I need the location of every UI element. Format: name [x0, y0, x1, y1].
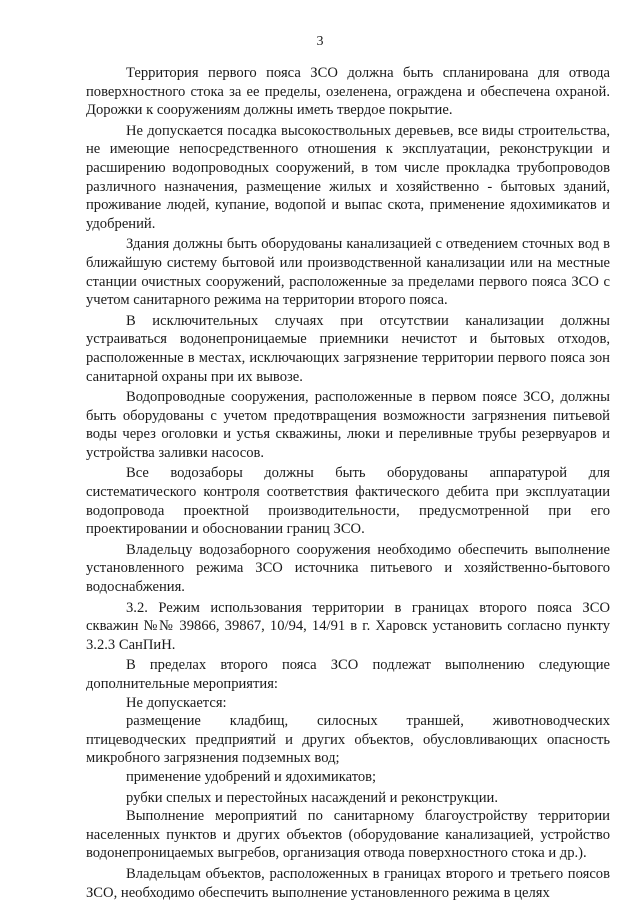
list-item-logging: рубки спелых и перестойных насаждений и реконструкции. — [126, 789, 498, 806]
paragraph-not-allowed: Не допускается: — [126, 694, 227, 711]
list-item-cemeteries: размещение кладбищ, силосных траншей, животноводческих птицеводческих предприятий и других объектов, обусловливающих опасность микробного загрязнения подземных вод; — [86, 713, 610, 767]
paragraph-section-3-2: 3.2. Режим использования территории в границах второго пояса ЗСО скважин №№ 39866, 39867, 10/94, 14/91 в г. Харовск установить согласно пункту 3.2.3 СанПиН. — [86, 599, 610, 653]
document-body — [86, 64, 610, 902]
paragraph-zone1-prohibitions: Не допускается посадка высокоствольных деревьев, все виды строительства, не имеющие непосредственного отношения к эксплуатации, реконструкции и расширению водопроводных сооружений, в том числе прокладка трубопроводов различного назначения, размещение жилых и хозяйственно - бытовых зданий, проживание людей, купание, водопой и выпас скота, применение ядохимикатов и удобрений. — [86, 122, 610, 232]
list-item-fertilizers: применение удобрений и ядохимикатов; — [126, 768, 377, 785]
paragraph-water-intakes: Все водозаборы должны быть оборудованы аппаратурой для систематического контроля соответствия фактического дебита при эксплуатации водопровода проектной производительности, предусмотренной при его проектировании и обосновании границ ЗСО. — [86, 465, 610, 538]
paragraph-zone2-measures: В пределах второго пояса ЗСО подлежат выполнению следующие дополнительные мероприятия: — [86, 657, 610, 692]
paragraph-zone1-planning: Территория первого пояса ЗСО должна быть спланирована для отвода поверхностного стока за ее пределы, озеленена, ограждена и обеспечена охраной. Дорожки к сооружениям должны иметь твердое покрытие. — [86, 65, 610, 119]
paragraph-waste-receivers: В исключительных случаях при отсутствии канализации должны устраиваться водонепроницаемые приемники нечистот и бытовых отходов, расположенные в местах, исключающих загрязнение территории первого пояса зон санитарной охраны при их вывозе. — [86, 312, 610, 385]
paragraph-buildings-sewerage: Здания должны быть оборудованы канализацией с отведением сточных вод в ближайшую систему бытовой или производственной канализации или на местные станции очистных сооружений, расположенные за пределами первого пояса ЗСО с учетом санитарного режима на территории второго пояса. — [86, 236, 610, 309]
page-number: 3 — [316, 34, 324, 49]
paragraph-owners-zone2-3: Владельцам объектов, расположенных в границах второго и третьего поясов ЗСО, необходимо обеспечить выполнение установленного режима в целях — [86, 865, 610, 901]
paragraph-sanitary-improvement: Выполнение мероприятий по санитарному благоустройству территории населенных пунктов и других объектов (оборудование канализацией, устройство водонепроницаемых выгребов, организация отвода поверхностного стока и др.). — [86, 808, 610, 862]
paragraph-water-facilities: Водопроводные сооружения, расположенные в первом поясе ЗСО, должны быть оборудованы с учетом предотвращения возможности загрязнения питьевой воды через оголовки и устья скважины, люки и переливные трубы резервуаров и устройства заливки насосов. — [86, 389, 610, 461]
paragraph-owner-obligation: Владельцу водозаборного сооружения необходимо обеспечить выполнение установленного режима ЗСО источника питьевого и хозяйственно-бытового водоснабжения. — [86, 541, 610, 596]
